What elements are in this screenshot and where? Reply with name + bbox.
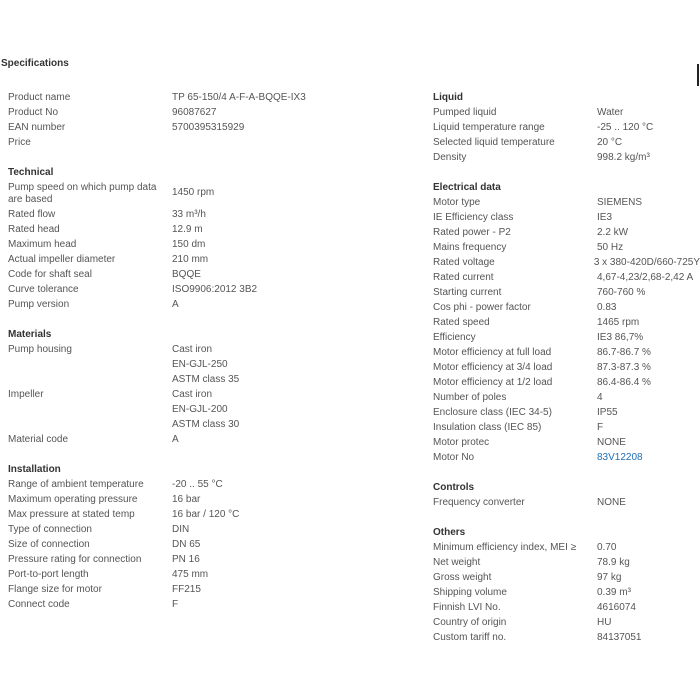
spec-label: Motor efficiency at full load [433, 346, 552, 358]
controls-section [433, 480, 700, 510]
spec-label: Pressure rating for connection [8, 553, 142, 565]
spec-value: EN-GJL-200 [172, 403, 228, 415]
spec-label: Pump version [8, 298, 70, 310]
spec-label: Custom tariff no. [433, 631, 507, 643]
spec-value: 998.2 kg/m³ [597, 151, 650, 163]
spec-row [433, 630, 700, 645]
spec-row [433, 240, 700, 255]
installation-section [8, 462, 308, 612]
spec-label: Impeller [8, 388, 44, 400]
section-heading-controls: Controls [433, 482, 475, 493]
spec-row [8, 237, 308, 252]
spec-label: Type of connection [8, 523, 92, 535]
spec-value: 1465 rpm [597, 316, 640, 328]
spec-label: Shipping volume [433, 586, 507, 598]
spec-row [8, 297, 308, 312]
section-heading-technical: Technical [8, 167, 54, 178]
spec-row-continuation [8, 417, 308, 432]
spec-row [433, 375, 700, 390]
spec-row [433, 315, 700, 330]
spec-value: FF215 [172, 583, 201, 595]
spec-label: Range of ambient temperature [8, 478, 144, 490]
spec-value: ISO9906:2012 3B2 [172, 283, 258, 295]
spec-row [433, 360, 700, 375]
scrollbar-edge [697, 64, 699, 86]
spec-value: 0.70 [597, 541, 617, 553]
spec-label: Rated head [8, 223, 60, 235]
spec-value: 0.39 m³ [597, 586, 631, 598]
spec-value: F [172, 598, 179, 610]
spec-row [433, 300, 700, 315]
general-section [8, 90, 308, 150]
spec-label: Rated voltage [433, 256, 495, 268]
liquid-section [433, 90, 700, 165]
section-heading-installation: Installation [8, 464, 61, 475]
spec-label: Curve tolerance [8, 283, 79, 295]
others-section [433, 525, 700, 645]
spec-row-product-no [8, 105, 308, 120]
spec-label: Product name [8, 91, 71, 103]
spec-value: PN 16 [172, 553, 200, 565]
spec-row-product-name [8, 90, 308, 105]
spec-value: TP 65-150/4 A-F-A-BQQE-IX3 [172, 91, 306, 103]
spec-label: Country of origin [433, 616, 507, 628]
spec-row-motor-no [433, 450, 700, 465]
spec-value: EN-GJL-250 [172, 358, 228, 370]
spec-label: Motor efficiency at 3/4 load [433, 361, 553, 373]
spec-label: Minimum efficiency index, MEI ≥ [433, 541, 577, 553]
electrical-section [433, 180, 700, 465]
spec-row [8, 222, 308, 237]
spec-row [433, 435, 700, 450]
spec-row [433, 585, 700, 600]
spec-row [433, 495, 700, 510]
spec-label: Price [8, 136, 31, 148]
spec-label: Mains frequency [433, 241, 507, 253]
spec-label: Gross weight [433, 571, 492, 583]
spec-value: 760-760 % [597, 286, 646, 298]
spec-row [8, 252, 308, 267]
spec-value: A [172, 433, 179, 445]
spec-row-impeller [8, 387, 308, 402]
section-heading-electrical: Electrical data [433, 182, 501, 193]
spec-row-continuation [8, 402, 308, 417]
spec-value: 3 x 380-420D/660-725Y [593, 256, 700, 268]
left-column [8, 90, 308, 627]
spec-row [433, 225, 700, 240]
spec-value: 210 mm [172, 253, 209, 265]
spec-label: Starting current [433, 286, 502, 298]
spec-value: 12.9 m [172, 223, 203, 235]
spec-row [8, 180, 308, 207]
spec-value: ASTM class 30 [172, 418, 240, 430]
spec-row [433, 540, 700, 555]
spec-row [433, 405, 700, 420]
spec-label: Insulation class (IEC 85) [433, 421, 542, 433]
spec-value: IP55 [597, 406, 618, 418]
spec-value: 78.9 kg [597, 556, 630, 568]
technical-section [8, 165, 308, 312]
spec-label: Maximum head [8, 238, 77, 250]
spec-label: Port-to-port length [8, 568, 89, 580]
spec-value: Water [597, 106, 624, 118]
spec-value: 97 kg [597, 571, 622, 583]
spec-value: DN 65 [172, 538, 201, 550]
spec-value: 1450 rpm [172, 187, 215, 198]
spec-value: 150 dm [172, 238, 206, 250]
spec-label: Size of connection [8, 538, 90, 550]
right-column [433, 90, 700, 660]
spec-value: 84137051 [597, 631, 642, 643]
spec-value: SIEMENS [597, 196, 643, 208]
spec-label-empty [8, 402, 172, 405]
spec-row [433, 270, 700, 285]
spec-label: Actual impeller diameter [8, 253, 116, 265]
spec-label: Finnish LVI No. [433, 601, 501, 613]
spec-row [433, 285, 700, 300]
spec-row [433, 345, 700, 360]
spec-value: 86.7-86.7 % [597, 346, 651, 358]
spec-row-material-code [8, 432, 308, 447]
spec-label: Rated flow [8, 208, 56, 220]
spec-row [8, 477, 308, 492]
spec-value: 16 bar / 120 °C [172, 508, 240, 520]
spec-value: 86.4-86.4 % [597, 376, 651, 388]
materials-section [8, 327, 308, 447]
spec-value: BQQE [172, 268, 201, 280]
spec-value: 4616074 [597, 601, 636, 613]
spec-value: ASTM class 35 [172, 373, 240, 385]
spec-label: Motor type [433, 196, 481, 208]
specifications-title: Specifications [1, 58, 69, 69]
spec-value: NONE [597, 496, 626, 508]
spec-label: Pumped liquid [433, 106, 497, 118]
spec-label: Liquid temperature range [433, 121, 545, 133]
spec-value: 4 [597, 391, 603, 403]
spec-label: Maximum operating pressure [8, 493, 138, 505]
spec-label: Frequency converter [433, 496, 525, 508]
section-heading-others: Others [433, 527, 466, 538]
spec-label-empty [8, 417, 172, 420]
spec-value: NONE [597, 436, 626, 448]
section-heading-materials: Materials [8, 329, 52, 340]
spec-row-price [8, 135, 308, 150]
spec-row [433, 255, 700, 270]
spec-row [433, 330, 700, 345]
spec-row [8, 537, 308, 552]
spec-value: 33 m³/h [172, 208, 206, 220]
spec-row [8, 552, 308, 567]
spec-row [8, 597, 308, 612]
spec-label: Motor efficiency at 1/2 load [433, 376, 553, 388]
spec-value: HU [597, 616, 612, 628]
spec-label: Connect code [8, 598, 70, 610]
spec-label: Efficiency [433, 331, 476, 343]
spec-row [433, 105, 700, 120]
spec-value: 50 Hz [597, 241, 624, 253]
spec-row [433, 555, 700, 570]
section-heading-liquid: Liquid [433, 92, 463, 103]
spec-value: A [172, 298, 179, 310]
spec-value: 20 °C [597, 136, 623, 148]
spec-value: -20 .. 55 °C [172, 478, 223, 490]
spec-label: Selected liquid temperature [433, 136, 555, 148]
spec-row [433, 615, 700, 630]
spec-row-ean-number [8, 120, 308, 135]
spec-value: IE3 [597, 211, 613, 223]
spec-row [433, 570, 700, 585]
motor-no-link[interactable]: 83V12208 [597, 451, 643, 463]
spec-row [8, 492, 308, 507]
spec-row [433, 150, 700, 165]
spec-value: 0.83 [597, 301, 617, 313]
spec-row [433, 135, 700, 150]
spec-value: 5700395315929 [172, 121, 245, 133]
spec-value: 96087627 [172, 106, 217, 118]
spec-label: Enclosure class (IEC 34-5) [433, 406, 552, 418]
spec-row [433, 120, 700, 135]
spec-value: F [597, 421, 604, 433]
spec-row [433, 390, 700, 405]
spec-label: Max pressure at stated temp [8, 508, 135, 520]
spec-value: 4,67-4,23/2,68-2,42 A [597, 271, 694, 283]
spec-value: 475 mm [172, 568, 209, 580]
spec-value: 2.2 kW [597, 226, 629, 238]
spec-label: Rated current [433, 271, 494, 283]
spec-row [8, 282, 308, 297]
spec-value: DIN [172, 523, 190, 535]
spec-row [8, 267, 308, 282]
spec-row-pump-housing [8, 342, 308, 357]
spec-label: Code for shaft seal [8, 268, 92, 280]
spec-label: EAN number [8, 121, 66, 133]
spec-label: Number of poles [433, 391, 507, 403]
spec-row [433, 420, 700, 435]
spec-label: Pump speed on which pump data are based [8, 181, 157, 205]
spec-label: Rated power - P2 [433, 226, 511, 238]
spec-value: 16 bar [172, 493, 201, 505]
spec-label: Motor protec [433, 436, 490, 448]
spec-row [433, 195, 700, 210]
spec-row [8, 507, 308, 522]
spec-label-empty [8, 372, 172, 375]
spec-row [433, 600, 700, 615]
spec-label-empty [8, 357, 172, 360]
spec-label: Rated speed [433, 316, 490, 328]
spec-value: Cast iron [172, 388, 213, 400]
spec-label: Product No [8, 106, 59, 118]
spec-value: IE3 86,7% [597, 331, 644, 343]
spec-row [8, 207, 308, 222]
spec-row [433, 210, 700, 225]
spec-row-continuation [8, 357, 308, 372]
spec-row-continuation [8, 372, 308, 387]
spec-label: Motor No [433, 451, 475, 463]
spec-label: Material code [8, 433, 69, 445]
spec-label: Pump housing [8, 343, 72, 355]
spec-row [8, 582, 308, 597]
spec-row [8, 567, 308, 582]
spec-label: Flange size for motor [8, 583, 102, 595]
spec-label: IE Efficiency class [433, 211, 514, 223]
spec-row [8, 522, 308, 537]
spec-label: Net weight [433, 556, 481, 568]
spec-value: 87.3-87.3 % [597, 361, 651, 373]
spec-value: -25 .. 120 °C [597, 121, 654, 133]
spec-label: Cos phi - power factor [433, 301, 531, 313]
spec-label: Density [433, 151, 467, 163]
spec-value: Cast iron [172, 343, 213, 355]
